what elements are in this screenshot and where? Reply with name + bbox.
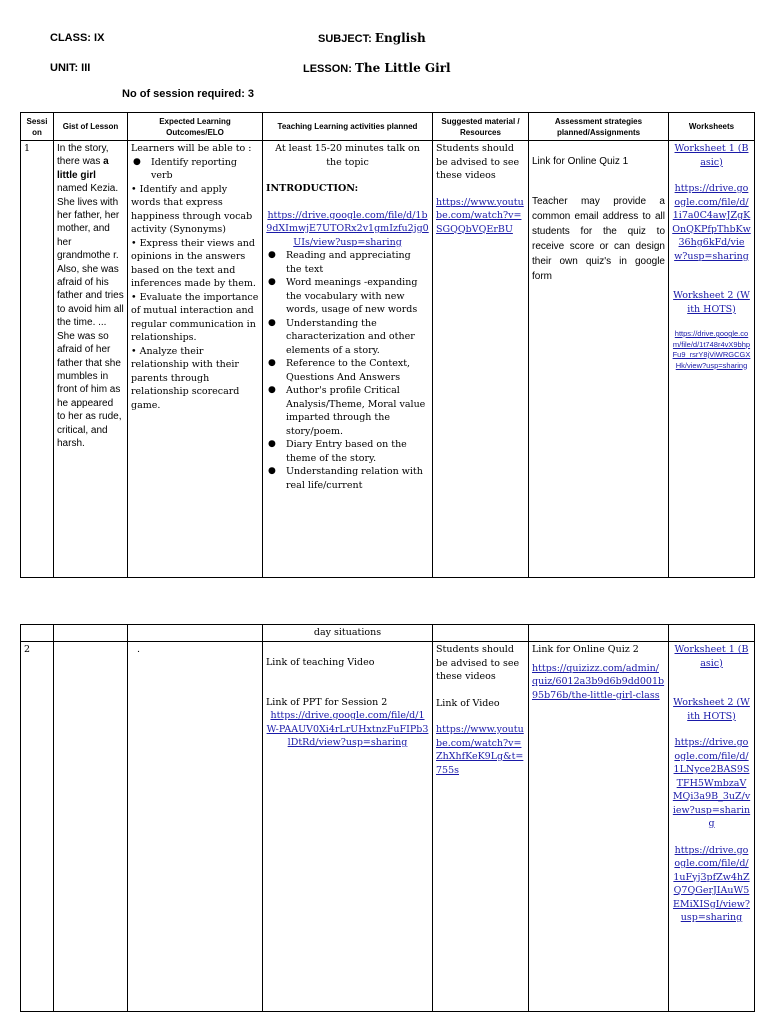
teaching-video-label: Link of teaching Video [266, 657, 375, 668]
session-number: 1 [21, 141, 54, 578]
col-header-activities: Teaching Learning activities planned [263, 113, 433, 141]
unit-line [50, 62, 90, 74]
material-text: Students should be advised to see these videos [436, 143, 520, 181]
quiz-2-link[interactable]: https://quizizz.com/admin/quiz/6012a3b9d6b9dd001b95b76b/the-little-girl-class [532, 662, 665, 701]
worksheets-cell [669, 141, 755, 578]
sessions-value: 3 [247, 88, 255, 100]
material-text: Students should be advised to see these videos [436, 644, 520, 682]
header-row [21, 113, 755, 141]
lesson-plan-table-2 [20, 624, 755, 1012]
gist-bold-text: a little girl [57, 156, 109, 181]
col-header-assessment: Assessment strategies planned/Assignments [529, 113, 669, 141]
session-1-row [21, 141, 755, 578]
activity-item: ● Understanding relation with real life/current [266, 465, 429, 492]
activities-list [266, 249, 429, 492]
col-header-elo: Expected Learning Outcomes/ELO [128, 113, 263, 141]
elo-bullet-list [131, 156, 259, 183]
elo-item: • Analyze their relationship with their parents through relationship scorecard game. [131, 345, 240, 411]
material-cell [433, 141, 529, 578]
introduction-heading: INTRODUCTION: [266, 183, 359, 194]
col-header-worksheets: Worksheets [669, 113, 755, 141]
worksheet-1-link[interactable]: Worksheet 1 (Basic) [674, 644, 749, 669]
activities-intro: At least 15-20 minutes talk on the topic [275, 143, 420, 168]
sessions-line [122, 88, 254, 100]
activity-item: ● Understanding the characterization and other elements of a story. [266, 317, 429, 358]
elo-item: • Express their views and opinions in the answers based on the text and inferences made by them. [131, 237, 256, 289]
lesson-label: LESSON: [303, 63, 352, 75]
col-header-gist: Gist of Lesson [54, 113, 128, 141]
quiz-1-label: Link for Online Quiz 1 [532, 156, 629, 167]
material-video-link[interactable]: https://www.youtube.com/watch?v=SGQQbVQErBU [436, 196, 524, 235]
elo-bullet-item: ● Identify reporting verb [131, 156, 259, 183]
sessions-label: No of session required: [122, 88, 245, 100]
activities-cell [263, 141, 433, 578]
quiz-2-label: Link for Online Quiz 2 [532, 644, 639, 655]
activity-item: ● Diary Entry based on the theme of the story. [266, 438, 429, 465]
class-value: IX [94, 32, 105, 44]
ppt-link[interactable]: https://drive.google.com/file/d/1W-PAAUV0Xi4rLrUHxtnzFuFIPb3lDtRd/view?usp=sharing [266, 710, 429, 748]
elo-intro: Learners will be able to : [131, 143, 252, 154]
lesson-value: The Little Girl [354, 61, 451, 75]
worksheet-3-url[interactable]: https://drive.google.com/file/d/1uFyj3pfZw4hZQ7QGerJIAuW5EMiXISgI/view?usp=sharing [672, 844, 750, 923]
col-header-material: Suggested material / Resources [433, 113, 529, 141]
continuation-row [21, 625, 755, 642]
assessment-cell [529, 642, 669, 1012]
activity-item: ● Reference to the Context, Questions And Answers [266, 357, 429, 384]
unit-value: III [81, 62, 91, 74]
assessment-cell [529, 141, 669, 578]
continuation-text: day situations [263, 625, 433, 642]
activity-item: ● Reading and appreciating the text [266, 249, 429, 276]
material-video-link[interactable]: https://www.youtube.com/watch?v=ZhXhfKeK9Lg&t=755s [436, 724, 524, 776]
elo-dot: . [137, 644, 141, 655]
subject-label: SUBJECT: [318, 33, 372, 45]
class-line [50, 32, 104, 44]
assessment-text: Teacher may provide a common email address to all students for the quiz to receive score or can design their own quiz's in google form [532, 196, 665, 283]
material-video-label: Link of Video [436, 697, 500, 709]
unit-label: UNIT: [50, 62, 79, 74]
worksheet-2-url[interactable]: https://drive.google.com/file/d/1t748r4vX9bhpFu9_rsrY8jViWRGCGXHk/view?usp=sharing [672, 329, 751, 370]
gist-cell [54, 141, 128, 578]
worksheet-1-url[interactable]: https://drive.google.com/file/d/1i7a0C4awJZgKOnQKPfpThbKw36hg6kFd/view?usp=sharing [672, 183, 751, 262]
elo-item: • Identify and apply words that express happiness through vocab activity (Synonyms) [131, 183, 253, 235]
worksheet-2-link[interactable]: Worksheet 2 (With HOTS) [673, 290, 750, 315]
session-2-row [21, 642, 755, 1012]
elo-cell [128, 642, 263, 1012]
elo-cell [128, 141, 263, 578]
activity-item: ● Word meanings -expanding the vocabulary with new words, usage of new words [266, 276, 429, 317]
lesson-line [303, 61, 451, 75]
ppt-label: Link of PPT for Session 2 [266, 696, 388, 708]
gist-text-a: In the story, there was [57, 143, 109, 168]
activity-item: ● Author's profile Critical Analysis/Theme, Moral value imparted through the story/poem. [266, 384, 429, 438]
worksheet-2-url[interactable]: https://drive.google.com/file/d/1LNyce2BAS9STFH5WmbzaVMQi3a9B_3uZ/view?usp=sharing [672, 737, 751, 829]
gist-text-b: named Kezia. She lives with her father, her mother, and her grandmothe r. Also, she was afraid of his father and tries to avoid him all the time. ... She was so afraid of her father that she mumbles in front of him as he appeared to her as rude, critical, and harsh. [57, 183, 124, 449]
lesson-plan-table-1 [20, 112, 755, 578]
col-header-session: Sessi on [21, 113, 54, 141]
session-number: 2 [21, 642, 54, 1012]
subject-value: English [374, 31, 426, 45]
introduction-link[interactable]: https://drive.google.com/file/d/1b9dXImwjE7UTORx2v1gmIzfu2jg0UIs/view?usp=sharing [266, 209, 429, 248]
worksheets-cell [669, 642, 755, 1012]
class-label: CLASS: [50, 32, 91, 44]
subject-line [318, 31, 426, 45]
gist-cell [54, 642, 128, 1012]
worksheet-2-link[interactable]: Worksheet 2 (With HOTS) [673, 697, 750, 722]
activities-cell [263, 642, 433, 1012]
elo-item: • Evaluate the importance of mutual interaction and regular communication in relationships. [131, 291, 259, 343]
material-cell [433, 642, 529, 1012]
worksheet-1-link[interactable]: Worksheet 1 (Basic) [674, 143, 749, 168]
